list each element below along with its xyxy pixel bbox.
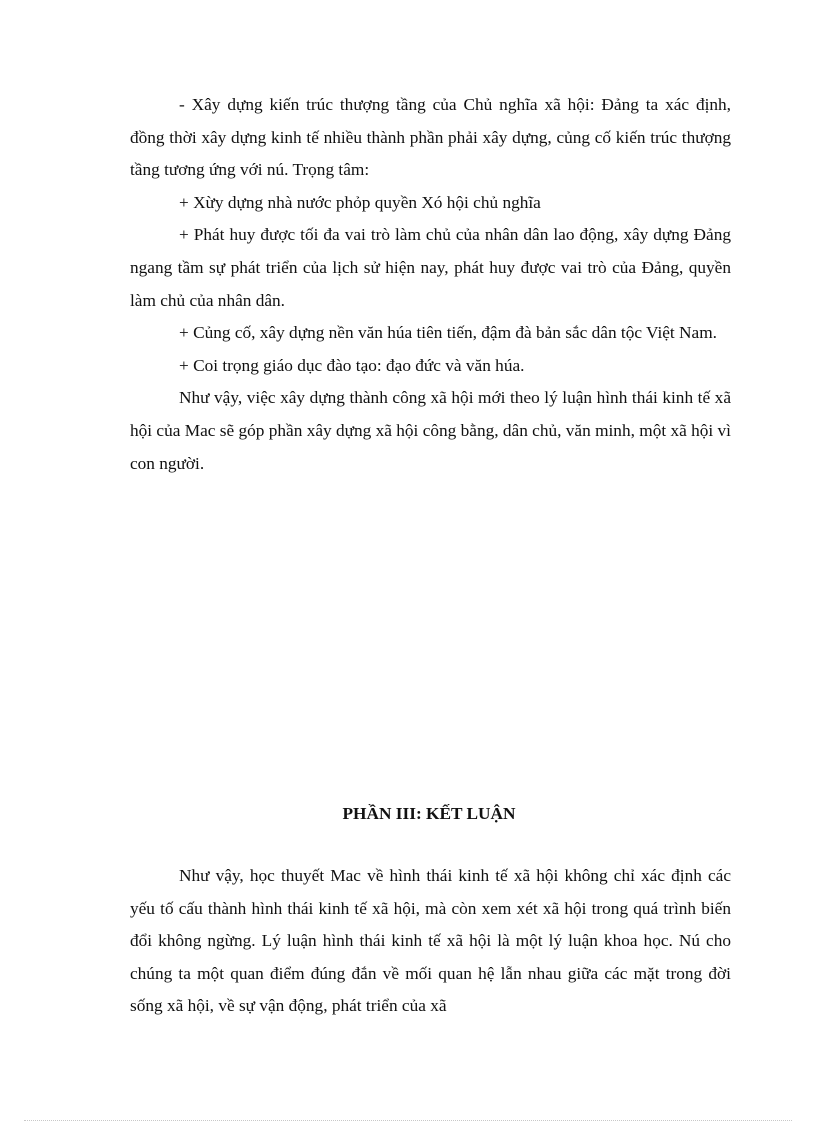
paragraph-summary: Như vậy, việc xây dựng thành công xã hội mới theo lý luận hình thái kinh tế xã hội của Mac sẽ góp phần xây dựng xã hội công bằng, dân chủ, văn minh, một xã hội vì con người. [130,388,731,473]
paragraph-superstructure: - Xây dựng kiến trúc thượng tầng của Chủ nghĩa xã hội: Đảng ta xác định, đồng thời xây dựng kinh tế nhiều thành phần phải xây dựng, củng cố kiến trúc thượng tầng tương ứng với nú. Trọng tâm: [130,95,731,180]
body-section-upper [130,89,731,480]
page-bottom-divider [24,1120,792,1121]
bullet-rule-of-law-state: + Xừy dựng nhà nước phỏp quyền Xó hội chủ nghĩa [179,192,541,212]
bullet-culture: + Củng cố, xây dựng nền văn húa tiên tiến, đậm đà bản sắc dân tộc Việt Nam. [179,323,717,343]
section-heading: PHẦN III: KẾT LUẬN [342,804,516,823]
paragraph-conclusion: Như vậy, học thuyết Mac về hình thái kinh tế xã hội không chỉ xác định các yếu tố cấu thành hình thái kinh tế xã hội, mà còn xem xét xã hội trong quá trình biến đổi không ngừng. Lý luận hình thái kinh tế xã hội là một lý luận khoa học. Nú cho chúng ta một quan điểm đúng đắn về mối quan hệ lẫn nhau giữa các mặt trong đời sống xã hội, về sự vận động, phát triển của xã [130,866,731,1016]
bullet-people-mastery: + Phát huy được tối đa vai trò làm chủ của nhân dân lao động, xây dựng Đảng ngang tầm sự phát triển của lịch sử hiện nay, phát huy được vai trò của Đảng, quyền làm chủ của nhân dân. [130,225,731,310]
body-section-conclusion [130,860,731,1023]
bullet-education: + Coi trọng giáo dục đào tạo: đạo đức và văn húa. [179,355,525,375]
